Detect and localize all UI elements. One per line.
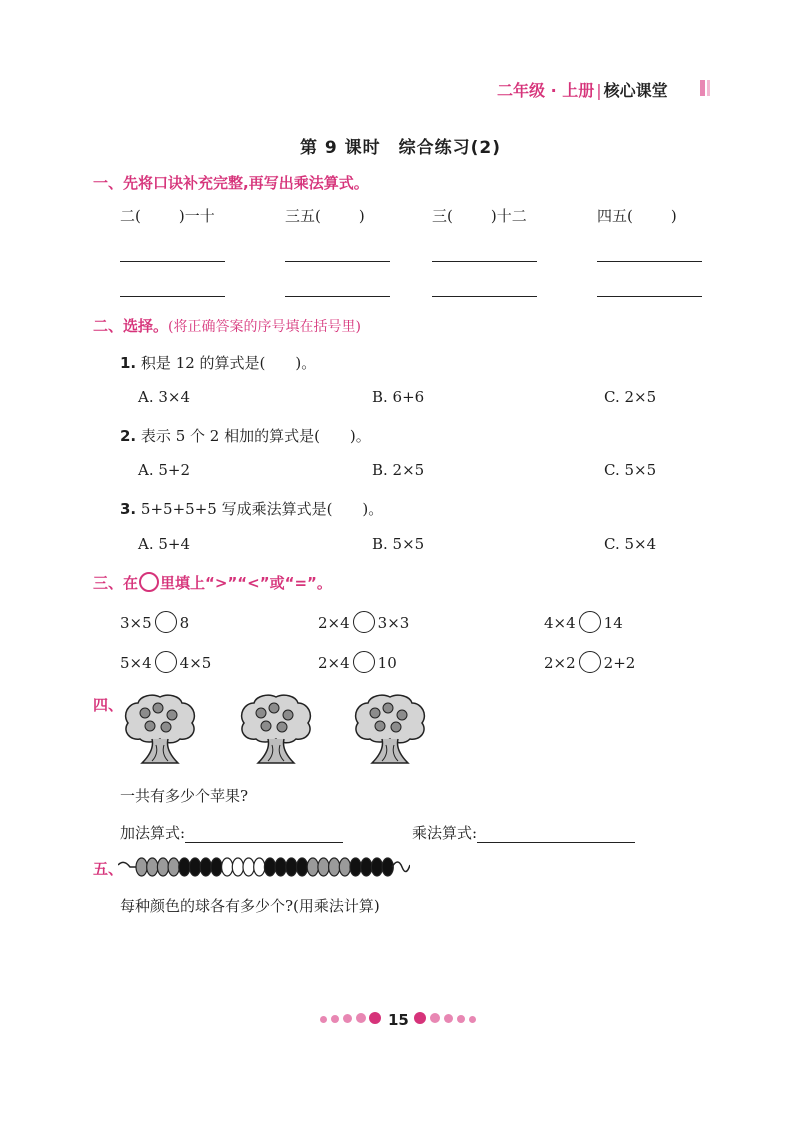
section4-question: 一共有多少个苹果? bbox=[120, 787, 249, 805]
compare-circle[interactable] bbox=[579, 651, 601, 673]
addition-row: 加法算式: bbox=[120, 822, 343, 843]
bead-black bbox=[361, 858, 372, 876]
multiplication-answer-field[interactable] bbox=[477, 828, 635, 843]
option-2c[interactable]: C. 5×5 bbox=[604, 461, 657, 479]
bead-gray bbox=[136, 858, 147, 876]
option-1b[interactable]: B. 6+6 bbox=[372, 388, 425, 406]
section1-item-3: 三( )十二 bbox=[432, 207, 527, 225]
section4-label: 四、 bbox=[93, 696, 124, 714]
answer-line[interactable] bbox=[120, 261, 225, 262]
bead-black bbox=[200, 858, 211, 876]
question-1: 1. 积是 12 的算式是( )。 bbox=[120, 354, 317, 372]
header-bar-decoration bbox=[700, 80, 705, 96]
bead-black bbox=[211, 858, 222, 876]
option-3a[interactable]: A. 5+4 bbox=[138, 535, 191, 553]
compare-item: 2×2 2+2 bbox=[544, 653, 635, 675]
footer-dot bbox=[356, 1013, 366, 1023]
bead-black bbox=[179, 858, 190, 876]
question-2: 2. 表示 5 个 2 相加的算式是( )。 bbox=[120, 427, 371, 445]
section2-note: (将正确答案的序号填在括号里) bbox=[168, 319, 361, 335]
bead-black bbox=[382, 858, 393, 876]
bead-gray bbox=[147, 858, 158, 876]
answer-line[interactable] bbox=[597, 261, 702, 262]
bead-string bbox=[118, 855, 410, 879]
header-separator: | bbox=[596, 81, 602, 100]
answer-line[interactable] bbox=[432, 261, 537, 262]
compare-item: 4×4 14 bbox=[544, 613, 623, 635]
compare-circle[interactable] bbox=[155, 651, 177, 673]
compare-circle[interactable] bbox=[353, 611, 375, 633]
bead-white bbox=[243, 858, 254, 876]
bead-black bbox=[286, 858, 297, 876]
bead-black bbox=[371, 858, 382, 876]
bead-white bbox=[232, 858, 243, 876]
string-left-end bbox=[118, 862, 136, 867]
section1-item-1: 二( )一十 bbox=[120, 207, 215, 225]
answer-line[interactable] bbox=[432, 296, 537, 297]
bead-gray bbox=[168, 858, 179, 876]
footer-dot bbox=[457, 1015, 465, 1023]
footer-dot bbox=[331, 1015, 339, 1023]
bead-white bbox=[254, 858, 265, 876]
footer-dot bbox=[444, 1014, 453, 1023]
apple-tree-icon bbox=[350, 693, 430, 767]
bead-black bbox=[264, 858, 275, 876]
compare-item: 2×4 10 bbox=[318, 653, 397, 675]
bead-gray bbox=[329, 858, 340, 876]
bead-black bbox=[350, 858, 361, 876]
footer-dot bbox=[320, 1016, 327, 1023]
answer-line[interactable] bbox=[120, 296, 225, 297]
header-bar-decoration-2 bbox=[707, 80, 710, 96]
section3-title: 三、在 里填上“>”“<”或“=”。 bbox=[93, 572, 332, 594]
answer-line[interactable] bbox=[285, 296, 390, 297]
option-1a[interactable]: A. 3×4 bbox=[138, 388, 191, 406]
section5-question: 每种颜色的球各有多少个?(用乘法计算) bbox=[120, 897, 380, 915]
footer-dot bbox=[343, 1014, 352, 1023]
option-1c[interactable]: C. 2×5 bbox=[604, 388, 657, 406]
apple-tree-icon bbox=[120, 693, 200, 767]
section2-title: 二、选择。(将正确答案的序号填在括号里) bbox=[93, 317, 361, 335]
option-2a[interactable]: A. 5+2 bbox=[138, 461, 191, 479]
compare-circle[interactable] bbox=[579, 611, 601, 633]
option-3b[interactable]: B. 5×5 bbox=[372, 535, 425, 553]
lesson-title: 第 9 课时 综合练习(2) bbox=[300, 138, 502, 158]
footer-dot bbox=[430, 1013, 440, 1023]
circle-icon bbox=[139, 572, 159, 592]
bead-gray bbox=[307, 858, 318, 876]
footer-dot bbox=[414, 1012, 426, 1024]
compare-circle[interactable] bbox=[155, 611, 177, 633]
option-2b[interactable]: B. 2×5 bbox=[372, 461, 425, 479]
section1-item-2: 三五( ) bbox=[285, 207, 365, 225]
compare-circle[interactable] bbox=[353, 651, 375, 673]
section5-note: (用乘法计算) bbox=[293, 897, 380, 915]
compare-item: 5×4 4×5 bbox=[120, 653, 211, 675]
bead-gray bbox=[157, 858, 168, 876]
section1-item-4: 四五( ) bbox=[597, 207, 677, 225]
page-number: 15 bbox=[388, 1011, 409, 1029]
bead-black bbox=[297, 858, 308, 876]
question-3: 3. 5+5+5+5 写成乘法算式是( )。 bbox=[120, 500, 384, 518]
option-3c[interactable]: C. 5×4 bbox=[604, 535, 657, 553]
bead-white bbox=[222, 858, 233, 876]
addition-answer-field[interactable] bbox=[185, 828, 343, 843]
section1-title: 一、先将口诀补充完整,再写出乘法算式。 bbox=[93, 174, 369, 192]
section5-label: 五、 bbox=[93, 860, 124, 878]
bead-black bbox=[275, 858, 286, 876]
bead-gray bbox=[318, 858, 329, 876]
bead-black bbox=[190, 858, 201, 876]
string-right-end bbox=[392, 862, 410, 872]
header-title bbox=[497, 78, 668, 101]
multiplication-row: 乘法算式: bbox=[412, 822, 635, 843]
header-course: 核心课堂 bbox=[603, 81, 668, 100]
compare-item: 3×5 8 bbox=[120, 613, 189, 635]
apple-tree-icon bbox=[236, 693, 316, 767]
footer-dot bbox=[469, 1016, 476, 1023]
answer-line[interactable] bbox=[597, 296, 702, 297]
answer-line[interactable] bbox=[285, 261, 390, 262]
bead-gray bbox=[339, 858, 350, 876]
header-grade: 二年级 · 上册 bbox=[497, 81, 595, 100]
footer-dot bbox=[369, 1012, 381, 1024]
compare-item: 2×4 3×3 bbox=[318, 613, 409, 635]
